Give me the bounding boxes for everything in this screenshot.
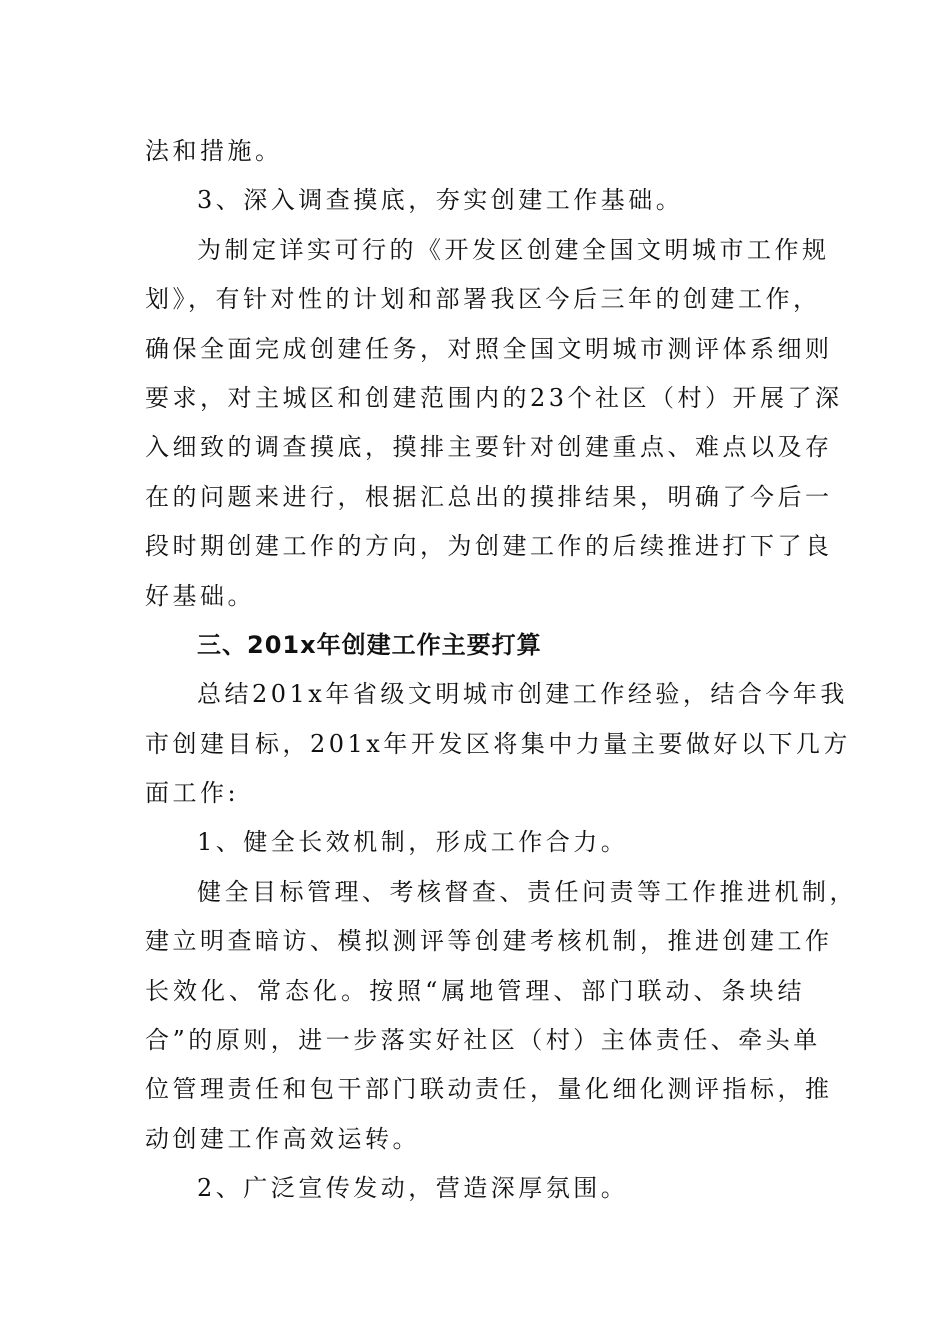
text-line: 在的问题来进行，根据汇总出的摸排结果，明确了今后一 (145, 482, 833, 511)
text-line: 位管理责任和包干部门联动责任，量化细化测评指标，推 (145, 1075, 833, 1104)
text-line: 3、深入调查摸底，夯实创建工作基础。 (197, 186, 684, 215)
text-line: 确保全面完成创建任务，对照全国文明城市测评体系细则 (145, 334, 833, 363)
text-line: 长效化、常态化。按照“属地管理、部门联动、条块结 (145, 976, 805, 1005)
text-line: 建立明查暗访、模拟测评等创建考核机制，推进创建工作 (145, 927, 833, 956)
text-line: 入细致的调查摸底，摸排主要针对创建重点、难点以及存 (145, 433, 833, 462)
text-line: 法和措施。 (145, 137, 283, 165)
text-line: 动创建工作高效运转。 (145, 1124, 420, 1153)
text-line: 段时期创建工作的方向，为创建工作的后续推进打下了良 (145, 532, 833, 561)
text-line: 要求，对主城区和创建范围内的23个社区（村）开展了深 (145, 383, 843, 412)
text-line: 市创建目标，201x年开发区将集中力量主要做好以下几方 (145, 729, 851, 758)
text-line: 2、广泛宣传发动，营造深厚氛围。 (197, 1174, 629, 1203)
text-line: 面工作: (145, 779, 240, 808)
text-line: 合”的原则，进一步落实好社区（村）主体责任、牵头单 (145, 1026, 821, 1055)
text-line: 划》，有针对性的计划和部署我区今后三年的创建工作， (145, 285, 821, 314)
document-body (145, 127, 857, 1214)
text-line: 总结201x年省级文明城市创建工作经验，结合今年我 (197, 680, 848, 709)
text-line: 好基础。 (145, 581, 255, 610)
text-line: 1、健全长效机制，形成工作合力。 (197, 828, 629, 857)
text-line: 为制定详实可行的《开发区创建全国文明城市工作规 (197, 235, 830, 264)
section-heading: 三、201x年创建工作主要打算 (197, 630, 542, 659)
text-line: 健全目标管理、考核督查、责任问责等工作推进机制， (197, 877, 857, 906)
